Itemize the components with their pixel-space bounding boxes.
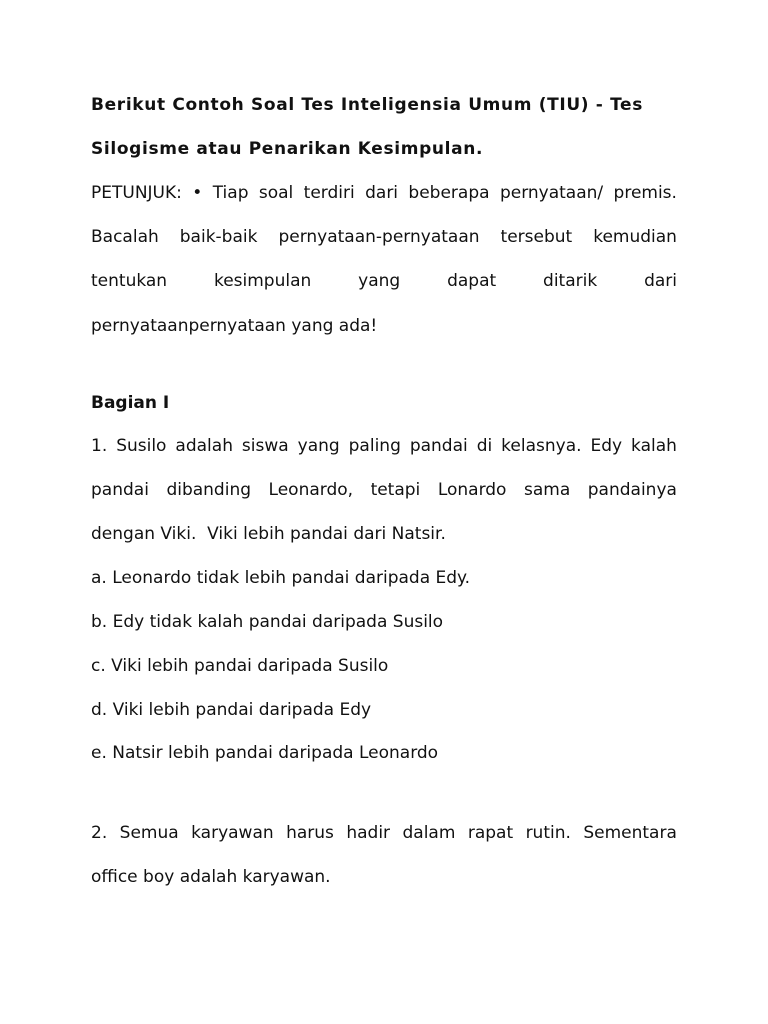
instruction-word: soal: [258, 183, 294, 203]
instruction-word: dari: [365, 183, 399, 203]
instruction-word: pernyataan-pernyataan: [278, 227, 480, 247]
document-title-line-2: Silogisme atau Penarikan Kesimpulan.: [91, 139, 484, 159]
question-word: pandainya: [587, 480, 677, 500]
instruction-word: baik-baik: [179, 227, 258, 247]
question-word: Leonardo,: [268, 480, 354, 500]
question-word: karyawan: [191, 823, 274, 843]
question-word: Susilo: [116, 436, 167, 456]
section-heading: Bagian I: [91, 393, 170, 413]
question-1-option-a: a. Leonardo tidak lebih pandai daripada Edy.: [91, 568, 471, 588]
question-word: 2.: [91, 823, 108, 843]
question-word: kalah: [631, 436, 677, 456]
question-word: harus: [286, 823, 334, 843]
question-word: dalam: [402, 823, 456, 843]
question-word: tetapi: [370, 480, 421, 500]
question-1-line-2: [91, 479, 677, 501]
instruction-word: ditarik: [543, 271, 598, 291]
question-word: kelasnya.: [501, 436, 582, 456]
question-1-option-d: d. Viki lebih pandai daripada Edy: [91, 700, 372, 720]
instruction-word: pernyataan/: [499, 183, 604, 203]
document-title-line-1-text: Berikut Contoh Soal Tes Inteligensia Umum (TIU) - Tes: [91, 95, 644, 115]
instruction-word: beberapa: [408, 183, 490, 203]
instruction-line-4: pernyataanpernyataan yang ada!: [91, 316, 378, 336]
instruction-line-3: [91, 270, 677, 292]
question-word: adalah: [175, 436, 233, 456]
question-word: Lonardo: [437, 480, 507, 500]
question-word: pandai: [91, 480, 149, 500]
question-1-option-b: b. Edy tidak kalah pandai daripada Susilo: [91, 612, 444, 632]
question-1-line-1: [91, 435, 677, 457]
instruction-line-2: [91, 226, 677, 248]
instruction-word: dari: [644, 271, 677, 291]
question-word: rapat: [467, 823, 514, 843]
instruction-word: terdiri: [303, 183, 355, 203]
question-word: pandai: [409, 436, 468, 456]
instruction-line-1: [91, 182, 677, 204]
question-2-line-1: [91, 822, 677, 844]
question-1-option-c: c. Viki lebih pandai daripada Susilo: [91, 656, 389, 676]
instruction-word: tersebut: [500, 227, 573, 247]
question-word: sama: [523, 480, 571, 500]
instruction-bullet: •: [192, 183, 203, 203]
question-word: dibanding: [166, 480, 252, 500]
question-word: siswa: [241, 436, 289, 456]
question-word: rutin.: [525, 823, 571, 843]
instruction-word: kemudian: [593, 227, 677, 247]
question-word: paling: [348, 436, 401, 456]
question-2-line-2: office boy adalah karyawan.: [91, 867, 331, 887]
instruction-word: kesimpulan: [213, 271, 312, 291]
instruction-word: tentukan: [91, 271, 168, 291]
instruction-word: PETUNJUK:: [91, 183, 182, 203]
instruction-word: premis.: [613, 183, 677, 203]
question-1-line-3: dengan Viki. Viki lebih pandai dari Natsir.: [91, 524, 446, 544]
instruction-word: yang: [358, 271, 401, 291]
question-1-option-e: e. Natsir lebih pandai daripada Leonardo: [91, 743, 439, 763]
instruction-word: Tiap: [212, 183, 249, 203]
question-word: Edy: [590, 436, 623, 456]
question-word: Semua: [119, 823, 179, 843]
document-title-line-1: [91, 94, 677, 116]
question-word: 1.: [91, 436, 108, 456]
instruction-word: dapat: [447, 271, 497, 291]
question-word: yang: [297, 436, 340, 456]
question-word: Sementara: [583, 823, 677, 843]
question-word: hadir: [346, 823, 391, 843]
question-word: di: [476, 436, 493, 456]
instruction-word: Bacalah: [91, 227, 159, 247]
